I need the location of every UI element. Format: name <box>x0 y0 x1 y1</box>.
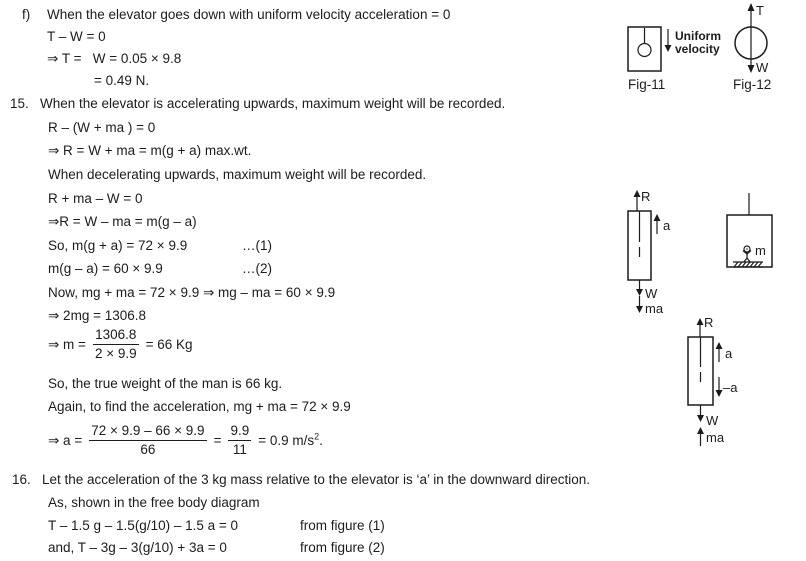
item-16-line2: As, shown in the free body diagram <box>48 495 260 510</box>
item-15-eq2: ⇒ R = W + ma = m(g + a) max.wt. <box>48 143 252 158</box>
fbd-decelerating-weight-arrow <box>697 405 704 422</box>
stick-man <box>743 246 751 263</box>
item-f-eq2: ⇒ T = W = 0.05 × 9.8 <box>47 51 182 66</box>
acceleration-equation <box>48 423 323 458</box>
fraction-bar <box>228 440 251 441</box>
fbd-accelerating-inertia-label: ma <box>645 301 664 316</box>
fbd-decelerating-reaction-arrow <box>697 318 704 337</box>
fbd-decelerating-reaction-label: R <box>704 315 714 330</box>
item-15-eq1: R – (W + ma ) = 0 <box>48 120 156 135</box>
acceleration-result-text: = 0.9 m/s <box>258 433 315 448</box>
fig12-caption: Fig-12 <box>733 77 772 92</box>
fbd-accelerating-reaction-label: R <box>641 189 651 204</box>
item-f-intro: When the elevator goes down with uniform velocity acceleration = 0 <box>47 7 451 22</box>
fbd-decelerating-weight-label: W <box>706 413 719 428</box>
item-15-line3: When decelerating upwards, maximum weight will be recorded. <box>48 167 427 182</box>
item-15-intro: When the elevator is accelerating upwards, maximum weight will be recorded. <box>40 96 506 111</box>
fig11-caption: Fig-11 <box>628 77 666 92</box>
acceleration-result-exponent: 2 <box>314 431 320 442</box>
item-16-eq2: and, T – 3g – 3(g/10) + 3a = 0 <box>48 540 227 555</box>
acceleration-result-period: . <box>319 433 323 448</box>
item-16-marker: 16. <box>12 472 31 487</box>
fraction-numerator: 72 × 9.9 – 66 × 9.9 <box>91 423 205 438</box>
man-mass-label: m <box>755 243 766 258</box>
fbd-accelerating-inertia-arrow <box>636 296 643 313</box>
fig12-force-axis <box>748 3 755 73</box>
fraction-denominator: 2 × 9.9 <box>94 346 137 361</box>
item-15-eq7: m(g – a) = 60 × 9.9 <box>48 261 163 276</box>
fraction-numerator: 1306.8 <box>95 327 137 342</box>
item-15-line12: Again, to find the acceleration, mg + ma = 72 × 9.9 <box>48 399 351 414</box>
item-16-eq1-ref: from figure (1) <box>300 518 385 533</box>
fbd-accelerating-acceleration-arrow <box>654 214 661 234</box>
item-15-eq6: So, m(g + a) = 72 × 9.9 <box>48 238 188 253</box>
item-15-eq7-ref: …(2) <box>242 261 272 276</box>
mass-equation-fraction <box>93 327 139 362</box>
fbd-decelerating-figure <box>670 308 746 448</box>
acceleration-equation-lhs: ⇒ a = <box>48 432 83 448</box>
item-15-eq4: R + ma – W = 0 <box>48 191 143 206</box>
fbd-decelerating-inertia-label: ma <box>706 430 725 445</box>
fraction-denominator: 66 <box>140 442 156 457</box>
fbd-accelerating-acceleration-label: a <box>663 218 671 233</box>
top-figures <box>615 0 806 95</box>
mass-equation <box>48 327 193 362</box>
fraction-numerator: 9.9 <box>230 423 250 438</box>
fig11-bob-circle <box>638 44 651 57</box>
fig12-tension-arrowhead <box>748 3 755 11</box>
item-f-marker: f) <box>22 7 31 22</box>
fbd-decelerating-accel-down-label: –a <box>723 380 738 395</box>
acceleration-fraction-2 <box>228 423 251 458</box>
fig11-velocity-arrow <box>665 29 672 52</box>
fraction-bar <box>89 440 206 441</box>
elevator-box <box>727 215 772 267</box>
fbd-accelerating-weight-label: W <box>645 286 658 301</box>
item-15-eq9: ⇒ 2mg = 1306.8 <box>48 308 147 323</box>
fraction-denominator: 11 <box>232 442 247 457</box>
item-15-line11: So, the true weight of the man is 66 kg. <box>48 376 283 391</box>
item-15-eq8: Now, mg + ma = 72 × 9.9 ⇒ mg – ma = 60 × 9.9 <box>48 285 336 300</box>
fbd-decelerating-inertia-arrow <box>697 427 704 446</box>
fbd-decelerating-accel-down-arrow <box>716 377 723 397</box>
middle-figures <box>615 180 806 320</box>
fig12-weight-label: W <box>756 60 769 75</box>
acceleration-equals: = <box>213 433 222 448</box>
fig11-annotation-line1: Uniform <box>675 29 721 43</box>
fbd-accelerating-reaction-arrow <box>634 190 641 211</box>
fig12-tension-label: T <box>756 3 764 18</box>
item-15-eq5: ⇒R = W – ma = m(g – a) <box>48 214 197 229</box>
fraction-bar <box>93 344 139 345</box>
acceleration-result <box>258 433 323 448</box>
item-16-eq1: T – 1.5 g – 1.5(g/10) – 1.5 a = 0 <box>48 518 239 533</box>
fig11-annotation-line2: velocity <box>675 42 720 56</box>
item-f-eq1: T – W = 0 <box>47 29 106 44</box>
item-15-marker: 15. <box>10 96 29 111</box>
mass-equation-lhs: ⇒ m = <box>48 336 86 352</box>
fbd-accelerating-weight-arrow <box>636 280 643 296</box>
fig12-weight-arrowhead <box>748 65 755 73</box>
item-16-eq2-ref: from figure (2) <box>300 540 385 555</box>
acceleration-fraction-1 <box>89 423 206 458</box>
mass-equation-rhs: = 66 Kg <box>145 337 193 352</box>
item-15-eq6-ref: …(1) <box>242 238 272 253</box>
item-f-eq3: = 0.49 N. <box>94 73 150 88</box>
item-16-intro: Let the acceleration of the 3 kg mass relative to the elevator is ‘a’ in the downward direction. <box>42 472 591 487</box>
fbd-decelerating-accel-up-label: a <box>725 346 733 361</box>
fbd-decelerating-accel-up-arrow <box>716 342 723 362</box>
